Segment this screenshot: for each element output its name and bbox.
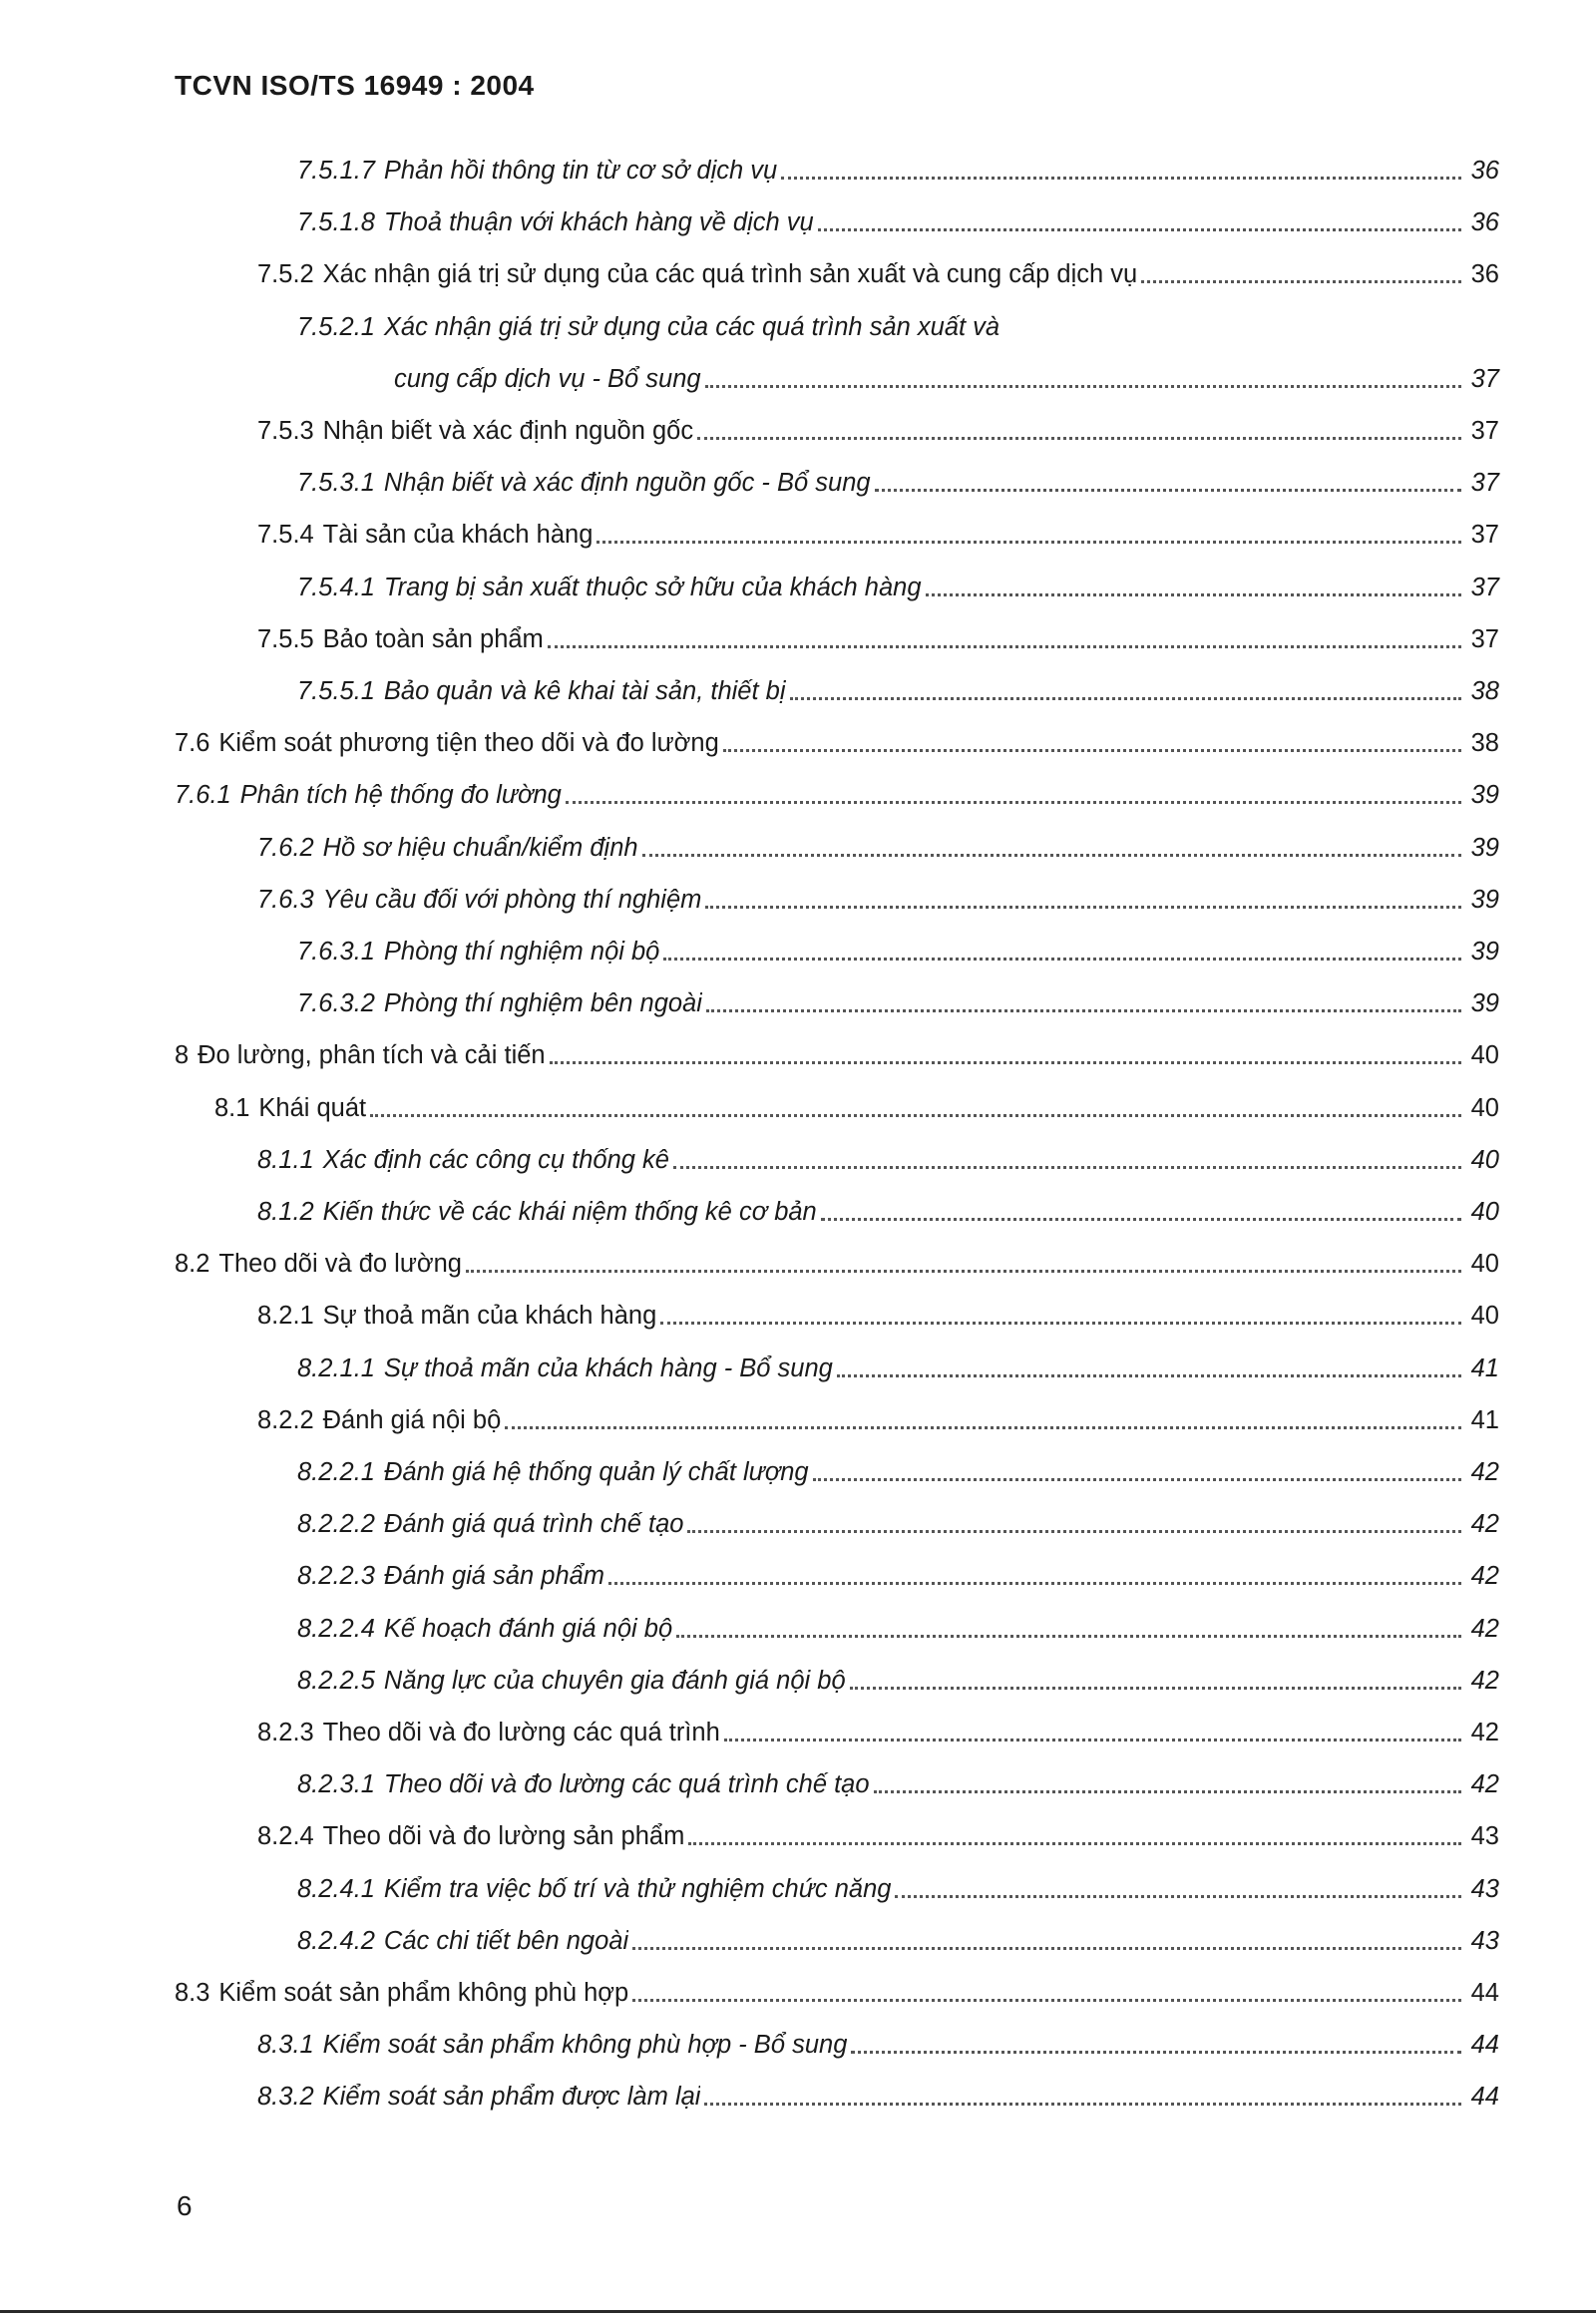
toc-entry[interactable]	[297, 916, 1499, 967]
toc-entry-label: Xác nhận giá trị sử dụng của các quá trình sản xuất và cung cấp dịch vụ	[322, 260, 1138, 289]
toc-entry-number: 8.2.2	[257, 1405, 314, 1434]
toc-entry[interactable]	[297, 1488, 1499, 1540]
toc-entry-number: 8.2.2.2	[297, 1510, 375, 1539]
toc-entry-page: 38	[1470, 729, 1499, 758]
dot-leader	[723, 749, 1461, 752]
toc-entry-label: Kiểm soát sản phẩm được làm lại	[322, 2083, 701, 2112]
toc-entry-title	[175, 1248, 462, 1280]
toc-entry-title	[175, 1977, 628, 2009]
toc-entry-title	[297, 467, 871, 499]
dot-leader	[874, 1790, 1461, 1793]
toc-entry-page: 37	[1470, 469, 1499, 498]
toc-entry[interactable]	[297, 1593, 1499, 1645]
dot-leader	[608, 1582, 1461, 1585]
toc-entry-number: 8	[175, 1041, 190, 1070]
toc-entry-title	[257, 884, 701, 916]
toc-entry-number: 8.2.3.1	[297, 1770, 375, 1799]
toc-entry[interactable]	[297, 447, 1499, 499]
toc-entry-label: Theo dõi và đo lường các quá trình chế tạo	[383, 1770, 870, 1799]
toc-entry-page: 39	[1470, 781, 1499, 810]
toc-entry-title	[297, 155, 777, 187]
toc-entry-number: 8.2.2.5	[297, 1666, 375, 1695]
dot-leader	[597, 541, 1461, 544]
toc-entry-title	[257, 1144, 669, 1176]
dot-leader	[724, 1739, 1461, 1741]
toc-entry-label: Xác nhận giá trị sử dụng của các quá trình sản xuất và	[383, 312, 1000, 341]
dot-leader	[813, 1478, 1461, 1481]
toc-entry-page: 38	[1470, 677, 1499, 705]
page-number: 6	[177, 2190, 193, 2221]
toc-entry-page: 37	[1470, 521, 1499, 550]
toc-entry-number: 7.6.1	[175, 781, 231, 810]
toc-entry-number: 8.2.4.1	[297, 1874, 375, 1903]
toc-entry[interactable]	[257, 1176, 1499, 1228]
toc-entry-page: 40	[1470, 1198, 1499, 1226]
toc-entry[interactable]	[257, 1124, 1499, 1176]
toc-entry[interactable]	[297, 1540, 1499, 1592]
toc-entry-page: 39	[1470, 989, 1499, 1018]
toc-entry-page: 42	[1470, 1510, 1499, 1539]
dot-leader	[466, 1270, 1461, 1273]
toc-entry-title	[175, 779, 562, 811]
dot-leader	[821, 1218, 1461, 1221]
toc-entry-number: 7.5.5	[257, 624, 314, 653]
toc-entry-title	[257, 519, 593, 551]
toc-entry-page: 36	[1470, 260, 1499, 289]
toc-entry-label: Đánh giá nội bộ	[322, 1405, 502, 1434]
toc-entry[interactable]	[257, 1384, 1499, 1436]
toc-entry-page: 37	[1470, 417, 1499, 445]
toc-entry-title	[297, 1353, 833, 1384]
toc-entry[interactable]	[297, 187, 1499, 238]
toc-entry-label: Khái quát	[258, 1093, 367, 1122]
toc-entry-title	[175, 1039, 546, 1071]
toc-entry-title	[257, 415, 693, 447]
toc-entry-label: Nhận biết và xác định nguồn gốc - Bổ sung	[383, 469, 871, 498]
toc-entry-number: 8.2.3	[257, 1719, 314, 1746]
toc-entry-label: Kiểm tra việc bố trí và thử nghiệm chức năng	[383, 1874, 892, 1903]
toc-entry[interactable]	[297, 655, 1499, 707]
toc-entry-title	[297, 675, 786, 707]
toc-entry-title	[297, 1613, 672, 1645]
document-header: TCVN ISO/TS 16949 : 2004	[175, 70, 535, 101]
toc-entry-title	[257, 1404, 501, 1436]
toc-entry-title	[257, 623, 544, 655]
toc-entry-number: 8.2.1.1	[297, 1353, 375, 1382]
toc-entry-title	[257, 832, 638, 864]
dot-leader	[705, 385, 1461, 388]
dot-leader	[660, 1322, 1461, 1325]
toc-entry-label: Kiểm soát sản phẩm không phù hợp	[218, 1979, 629, 2007]
toc-entry-number: 8.2.4	[257, 1822, 314, 1851]
toc-entry-number: 7.5.5.1	[297, 677, 375, 705]
toc-entry-label: Phòng thí nghiệm nội bộ	[383, 938, 660, 966]
dot-leader	[632, 1947, 1461, 1950]
toc-entry-number: 8.3.2	[257, 2083, 314, 2112]
toc-entry-title	[394, 363, 701, 395]
toc-entry[interactable]	[257, 1280, 1499, 1332]
toc-entry-page: 40	[1470, 1302, 1499, 1331]
toc-entry-label: Nhận biết và xác định nguồn gốc	[322, 417, 694, 445]
toc-entry[interactable]	[297, 1905, 1499, 1957]
toc-entry-label: Hồ sơ hiệu chuẩn/kiểm định	[322, 833, 638, 862]
toc-entry-number: 7.5.3.1	[297, 469, 375, 498]
dot-leader	[926, 593, 1461, 596]
toc-entry-page: 42	[1470, 1458, 1499, 1486]
dot-leader	[850, 1687, 1461, 1690]
toc-entry-page: 42	[1470, 1562, 1499, 1591]
toc-entry[interactable]	[257, 238, 1499, 290]
toc-entry-number: 8.1.1	[257, 1145, 314, 1174]
dot-leader	[676, 1635, 1461, 1638]
toc-entry-label: Bảo toàn sản phẩm	[322, 624, 544, 653]
toc-entry-page: 37	[1470, 364, 1499, 393]
toc-entry-number: 7.6.3.2	[297, 989, 375, 1018]
toc-entry[interactable]	[257, 812, 1499, 864]
toc-entry-number: 7.5.1.7	[297, 157, 375, 185]
dot-leader	[781, 177, 1461, 180]
toc-entry-page: 36	[1470, 157, 1499, 185]
toc-entry-title	[297, 206, 814, 238]
toc-entry[interactable]	[297, 552, 1499, 603]
toc-entry[interactable]	[175, 759, 1499, 811]
toc-entry-number: 7.6.3	[257, 885, 314, 914]
dot-leader	[370, 1114, 1461, 1117]
toc-entry-label: Bảo quản và kê khai tài sản, thiết bị	[383, 677, 786, 705]
toc-entry-title	[297, 1665, 846, 1697]
toc-entry[interactable]	[297, 291, 1499, 343]
dot-leader	[688, 1842, 1461, 1845]
toc-entry-page: 44	[1470, 2031, 1499, 2060]
toc-entry-label: Xác định các công cụ thống kê	[322, 1145, 669, 1174]
dot-leader	[566, 801, 1461, 804]
toc-entry-label: Phân tích hệ thống đo lường	[239, 781, 562, 810]
toc-entry[interactable]	[297, 1853, 1499, 1905]
toc-entry-label: Đo lường, phân tích và cải tiến	[198, 1041, 546, 1070]
toc-entry-label: Đánh giá hệ thống quản lý chất lượng	[383, 1458, 809, 1486]
toc-entry-number: 7.5.3	[257, 417, 314, 445]
toc-entry-title	[257, 2029, 847, 2061]
dot-leader	[642, 854, 1461, 857]
toc-entry-page: 36	[1470, 208, 1499, 237]
toc-entry-number: 8.3	[175, 1979, 210, 2007]
dot-leader	[875, 489, 1461, 492]
toc-entry-number: 7.6.3.1	[297, 938, 375, 966]
toc-entry[interactable]	[257, 1800, 1499, 1852]
toc-entry-page: 37	[1470, 624, 1499, 653]
toc-entry-page: 42	[1470, 1719, 1499, 1746]
dot-leader	[697, 437, 1461, 440]
toc-entry-page: 40	[1470, 1145, 1499, 1174]
toc-entry-number: 7.5.2	[257, 260, 314, 289]
toc-entry[interactable]	[257, 1697, 1499, 1748]
dot-leader	[895, 1895, 1461, 1898]
toc-entry-page: 43	[1470, 1926, 1499, 1955]
toc-entry-page: 37	[1470, 573, 1499, 601]
toc-entry-number: 8.1.2	[257, 1198, 314, 1226]
toc-entry[interactable]	[257, 395, 1499, 447]
toc-entry[interactable]	[175, 1957, 1499, 2009]
toc-entry-title	[297, 1925, 628, 1957]
toc-entry[interactable]	[214, 1072, 1499, 1124]
dot-leader	[705, 906, 1461, 909]
toc-entry[interactable]	[297, 1333, 1499, 1384]
toc-entry-label: Sự thoả mãn của khách hàng	[322, 1302, 657, 1331]
toc-entry-label: Yêu cầu đối với phòng thí nghiệm	[322, 885, 702, 914]
toc-entry-number: 7.6	[175, 729, 210, 758]
toc-entry-page: 40	[1470, 1041, 1499, 1070]
dot-leader	[673, 1166, 1461, 1169]
dot-leader	[704, 2103, 1461, 2106]
toc-entry-page: 39	[1470, 885, 1499, 914]
toc-entry-page: 40	[1470, 1093, 1499, 1122]
toc-entry-number: 7.5.2.1	[297, 312, 375, 341]
toc-entry-page: 41	[1470, 1405, 1499, 1434]
dot-leader	[632, 1999, 1461, 2002]
toc-entry-title	[257, 2081, 700, 2113]
toc-entry-page: 39	[1470, 833, 1499, 862]
toc-entry[interactable]	[175, 1019, 1499, 1071]
toc-entry-page: 40	[1470, 1250, 1499, 1279]
toc-entry-number: 8.2.1	[257, 1302, 314, 1331]
toc-entry[interactable]	[297, 1645, 1499, 1697]
toc-entry-page: 44	[1470, 2083, 1499, 2112]
toc-entry-label: Năng lực của chuyên gia đánh giá nội bộ	[383, 1666, 846, 1695]
toc-entry-number: 8.1	[214, 1093, 250, 1122]
toc-entry-page: 41	[1470, 1353, 1499, 1382]
toc-entry-title	[257, 258, 1137, 290]
toc-entry[interactable]	[257, 864, 1499, 916]
toc-entry[interactable]	[297, 1436, 1499, 1488]
toc-entry-page: 42	[1470, 1770, 1499, 1799]
toc-entry-page: 44	[1470, 1979, 1499, 2007]
toc-entry-label: Sự thoả mãn của khách hàng - Bổ sung	[383, 1353, 833, 1382]
dot-leader	[837, 1374, 1461, 1377]
toc-entry[interactable]	[175, 707, 1499, 759]
dot-leader	[706, 1009, 1461, 1012]
toc-entry-page: 42	[1470, 1614, 1499, 1643]
toc-entry-number: 8.2.2.1	[297, 1458, 375, 1486]
toc-entry[interactable]	[297, 1748, 1499, 1800]
toc-entry-title	[297, 936, 659, 967]
toc-entry-title	[297, 1508, 683, 1540]
toc-entry[interactable]	[394, 343, 1499, 395]
toc-entry-page: 39	[1470, 938, 1499, 966]
toc-entry-label: Phản hồi thông tin từ cơ sở dịch vụ	[383, 157, 778, 185]
toc-entry-number: 8.2	[175, 1250, 210, 1279]
toc-entry-title	[297, 1768, 870, 1800]
toc-entry-label: Đánh giá quá trình chế tạo	[383, 1510, 684, 1539]
toc-entry[interactable]	[257, 603, 1499, 655]
toc-entry-title	[257, 1196, 817, 1228]
dot-leader	[687, 1530, 1461, 1533]
toc-entry-title	[297, 1873, 891, 1905]
toc-entry-label: Theo dõi và đo lường	[218, 1250, 462, 1279]
toc-entry[interactable]	[257, 499, 1499, 551]
toc-entry[interactable]	[257, 2061, 1499, 2113]
toc-entry[interactable]	[297, 135, 1499, 187]
toc-entry-label: Theo dõi và đo lường sản phẩm	[322, 1822, 685, 1851]
toc-entry-page: 43	[1470, 1822, 1499, 1851]
dot-leader	[1141, 280, 1461, 283]
toc-entry-title	[257, 1717, 720, 1748]
dot-leader	[548, 645, 1461, 648]
toc-entry-page: 42	[1470, 1666, 1499, 1695]
toc-entry-title	[297, 311, 999, 343]
toc-entry-number: 7.5.4	[257, 521, 314, 550]
toc-entry-label: Đánh giá sản phẩm	[383, 1562, 605, 1591]
toc-entry-title	[297, 987, 702, 1019]
toc-entry-label: cung cấp dịch vụ - Bổ sung	[394, 364, 701, 393]
toc-entry-title	[297, 1560, 604, 1592]
toc-entry-number: 7.5.1.8	[297, 208, 375, 237]
dot-leader	[851, 2051, 1461, 2054]
toc-entry-label: Tài sản của khách hàng	[322, 521, 594, 550]
dot-leader	[663, 958, 1461, 961]
toc-entry-title	[257, 1820, 684, 1852]
toc-entry-label: Kiểm soát sản phẩm không phù hợp - Bổ sung	[322, 2031, 848, 2060]
toc-entry-number: 8.2.2.4	[297, 1614, 375, 1643]
toc-entry[interactable]	[297, 967, 1499, 1019]
toc-entry-number: 8.2.2.3	[297, 1562, 375, 1591]
toc-entry-title	[297, 1456, 809, 1488]
toc-entry-page: 43	[1470, 1874, 1499, 1903]
dot-leader	[505, 1426, 1461, 1429]
toc-entry[interactable]	[257, 2009, 1499, 2061]
toc-entry-number: 7.5.4.1	[297, 573, 375, 601]
toc-entry-title	[257, 1300, 656, 1332]
dot-leader	[790, 697, 1461, 700]
toc-entry[interactable]	[175, 1228, 1499, 1280]
dot-leader	[818, 228, 1461, 231]
dot-leader	[550, 1061, 1461, 1064]
footer-rule	[0, 2310, 1596, 2313]
toc-entry-number: 8.3.1	[257, 2031, 314, 2060]
toc-entry-label: Các chi tiết bên ngoài	[383, 1926, 629, 1955]
toc-entry-title	[175, 727, 719, 759]
toc-entry-number: 7.6.2	[257, 833, 314, 862]
toc-entry-title	[297, 572, 922, 603]
toc-entry-label: Kiến thức về các khái niệm thống kê cơ bản	[322, 1198, 817, 1226]
toc-entry-label: Phòng thí nghiệm bên ngoài	[383, 989, 702, 1018]
toc-entry-label: Kiểm soát phương tiện theo dõi và đo lường	[218, 729, 719, 758]
toc-entry-label: Kế hoạch đánh giá nội bộ	[383, 1614, 673, 1643]
toc-entry-title	[214, 1092, 366, 1124]
toc-entry-label: Theo dõi và đo lường các quá trình	[322, 1719, 720, 1746]
toc-entry-number: 8.2.4.2	[297, 1926, 375, 1955]
toc-entry-label: Trang bị sản xuất thuộc sở hữu của khách hàng	[383, 573, 922, 601]
toc-entry-label: Thoả thuận với khách hàng về dịch vụ	[383, 208, 814, 237]
